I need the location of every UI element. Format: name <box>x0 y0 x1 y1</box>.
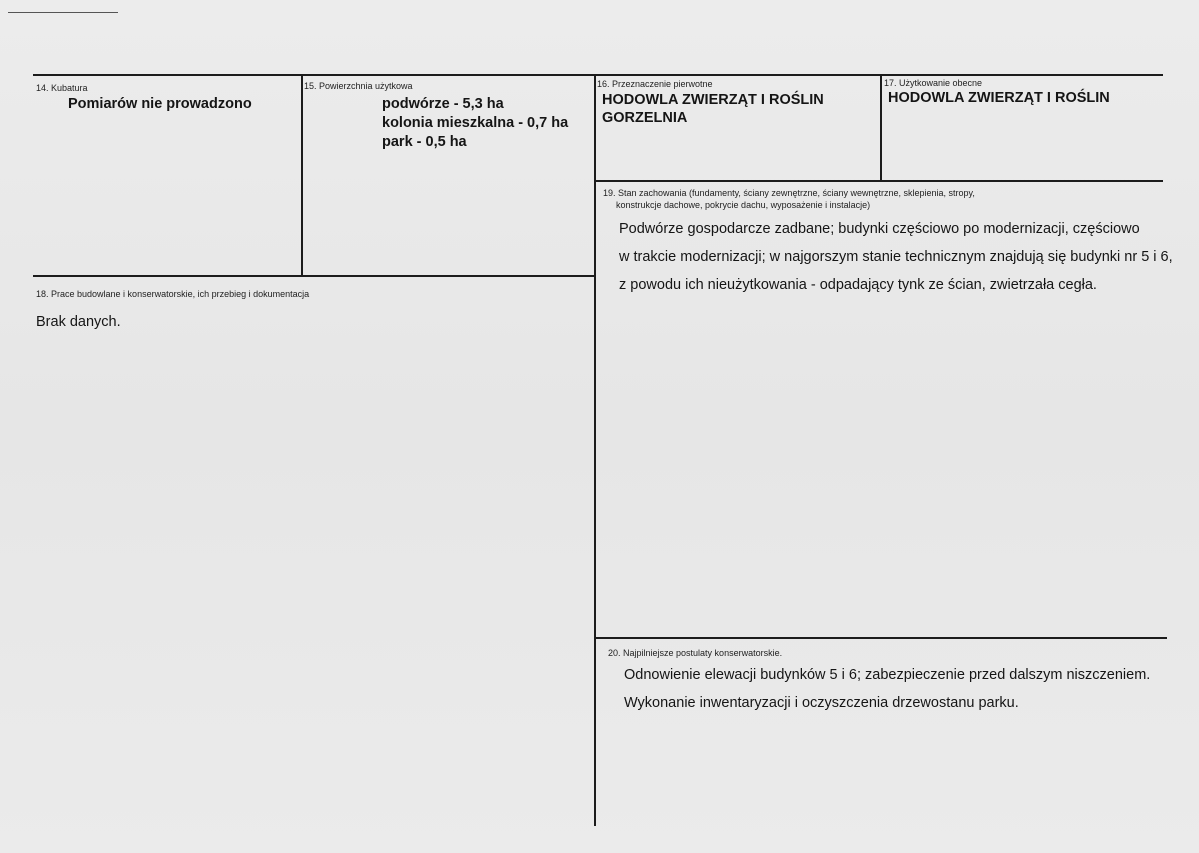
rule-above-20 <box>595 637 1167 639</box>
powierzchnia-line: kolonia mieszkalna - 0,7 ha <box>382 115 569 131</box>
uzytkowanie-value: HODOWLA ZWIERZĄT I ROŚLIN <box>888 90 1110 106</box>
rule-above-19 <box>595 180 1163 182</box>
kubatura-label: 14. Kubatura <box>36 83 88 93</box>
scan-mark <box>8 12 118 13</box>
divider-15-16 <box>594 75 596 826</box>
postulaty-line: Wykonanie inwentaryzacji i oczyszczenia drzewostanu parku. <box>624 695 1019 711</box>
stan-zachowania-label: konstrukcje dachowe, pokrycie dachu, wyposażenie i instalacje) <box>616 200 871 210</box>
divider-16-17 <box>880 75 882 181</box>
rule-above-18 <box>33 275 595 277</box>
divider-14-15 <box>301 75 303 276</box>
stan-zachowania-line: z powodu ich nieużytkowania - odpadający tynk ze ścian, zwietrzała cegła. <box>619 277 1097 293</box>
przeznaczenie-label: 16. Przeznaczenie pierwotne <box>597 79 713 89</box>
powierzchnia-label: 15. Powierzchnia użytkowa <box>304 81 413 91</box>
stan-zachowania-line: Podwórze gospodarcze zadbane; budynki częściowo po modernizacji, częściowo <box>619 221 1140 237</box>
top-rule <box>33 74 1163 76</box>
powierzchnia-line: park - 0,5 ha <box>382 134 467 150</box>
prace-budowlane-value: Brak danych. <box>36 314 121 330</box>
postulaty-label: 20. Najpilniejsze postulaty konserwatorskie. <box>608 648 783 658</box>
powierzchnia-line: podwórze - 5,3 ha <box>382 96 504 112</box>
przeznaczenie-line: HODOWLA ZWIERZĄT I ROŚLIN <box>602 92 824 108</box>
uzytkowanie-label: 17. Użytkowanie obecne <box>884 78 983 88</box>
stan-zachowania-line: w trakcie modernizacji; w najgorszym stanie technicznym znajdują się budynki nr 5 i 6, <box>619 249 1173 265</box>
prace-budowlane-label: 18. Prace budowlane i konserwatorskie, ich przebieg i dokumentacja <box>36 289 310 299</box>
postulaty-line: Odnowienie elewacji budynków 5 i 6; zabezpieczenie przed dalszym niszczeniem. <box>624 667 1151 683</box>
kubatura-value: Pomiarów nie prowadzono <box>68 96 252 112</box>
przeznaczenie-line: GORZELNIA <box>602 110 688 126</box>
stan-zachowania-label: 19. Stan zachowania (fundamenty, ściany zewnętrzne, ściany wewnętrzne, sklepienia, stropy, <box>603 188 975 198</box>
